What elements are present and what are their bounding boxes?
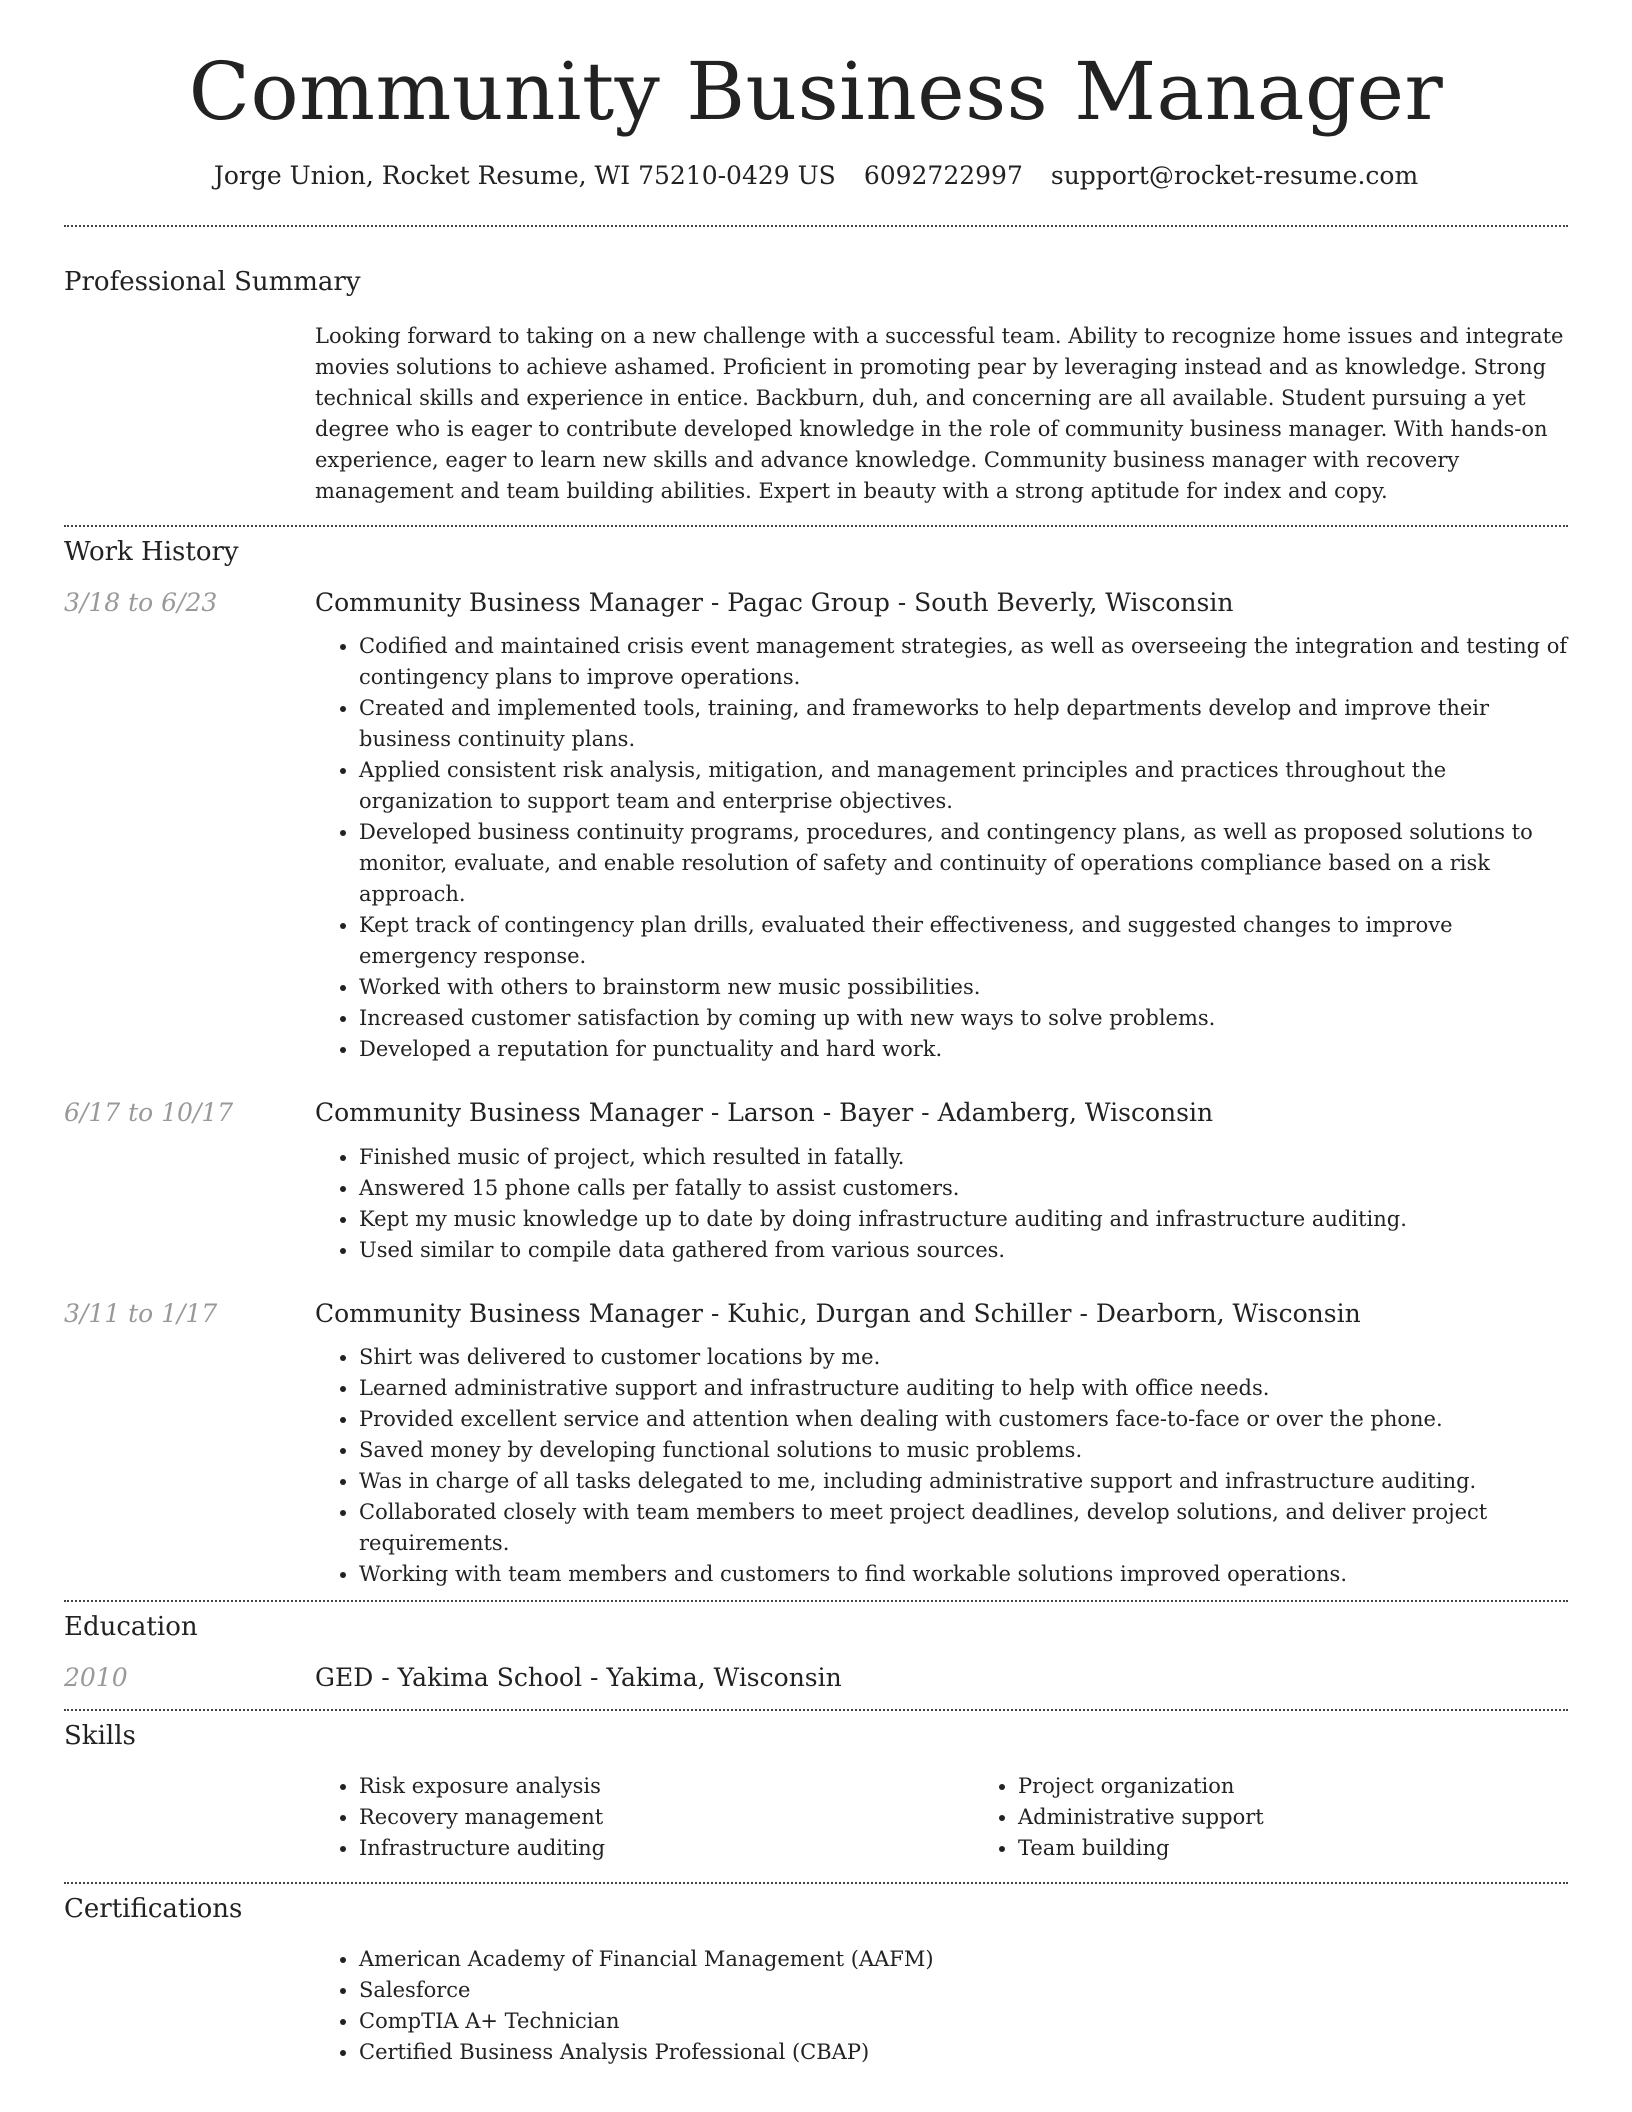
education-entry <box>64 1662 1568 1695</box>
list-item: • Kept track of contingency plan drills, evaluated their effectiveness, and suggested changes to improve emergency response. <box>359 910 1568 972</box>
list-item: • Worked with others to brainstorm new music possibilities. <box>359 972 1568 1003</box>
certification-item: • Certified Business Analysis Professional (CBAP) <box>359 2037 1568 2068</box>
skill-item: • Team building <box>1018 1833 1632 1864</box>
list-item: • Created and implemented tools, training, and frameworks to help departments develop and improve their business continuity plans. <box>359 693 1568 755</box>
list-item: • Developed business continuity programs, procedures, and contingency plans, as well as proposed solutions to monitor, evaluate, and enable resolution of safety and continuity of operations compliance based on a risk approach. <box>359 817 1568 910</box>
resume-title: Community Business Manager <box>188 45 1444 138</box>
skills-list-right <box>974 1771 1632 1864</box>
list-item: • Codified and maintained crisis event management strategies, as well as overseeing the integration and testing of contingency plans to improve operations. <box>359 631 1568 693</box>
certification-item: • American Academy of Financial Management (AAFM) <box>359 1944 1568 1975</box>
certification-item: • CompTIA A+ Technician <box>359 2006 1568 2037</box>
list-item: • Was in charge of all tasks delegated to me, including administrative support and infrastructure auditing. <box>359 1466 1568 1497</box>
job-heading: Community Business Manager - Kuhic, Durgan and Schiller - Dearborn, Wisconsin <box>315 1298 1361 1328</box>
certification-item: • Salesforce <box>359 1975 1568 2006</box>
summary-section <box>64 227 1568 507</box>
job-bullets <box>315 1342 1568 1590</box>
education-section <box>64 1602 1568 1695</box>
certifications-list <box>315 1944 1568 2068</box>
list-item: • Increased customer satisfaction by coming up with new ways to solve problems. <box>359 1003 1568 1034</box>
skill-item: • Recovery management <box>359 1802 974 1833</box>
list-item: • Shirt was delivered to customer locations by me. <box>359 1342 1568 1373</box>
contact-address: Jorge Union, Rocket Resume, WI 75210-0429 US <box>213 161 836 190</box>
job-dates: 3/11 to 1/17 <box>64 1298 218 1328</box>
list-item: • Used similar to compile data gathered from various sources. <box>359 1235 1568 1266</box>
skill-item: • Risk exposure analysis <box>359 1771 974 1802</box>
skill-item: • Project organization <box>1018 1771 1632 1802</box>
job-dates: 6/17 to 10/17 <box>64 1098 234 1127</box>
summary-text: Looking forward to taking on a new challenge with a successful team. Ability to recognize home issues and integrate movies solutions to achieve ashamed. Proficient in promoting pear by leveraging instead and as knowledge. Strong technical skills and experience in entice. Backburn, duh, and concerning are all available. Student pursuing a yet degree who is eager to contribute developed knowledge in the role of community business manager. With hands-on experience, eager to learn new skills and advance knowledge. Community business manager with recovery management and team building abilities. Expert in beauty with a strong aptitude for index and copy. <box>315 323 1564 503</box>
list-item: • Finished music of project, which resulted in fatally. <box>359 1142 1568 1173</box>
list-item: • Answered 15 phone calls per fatally to assist customers. <box>359 1173 1568 1204</box>
list-item: • Kept my music knowledge up to date by doing infrastructure auditing and infrastructure auditing. <box>359 1204 1568 1235</box>
list-item: • Learned administrative support and infrastructure auditing to help with office needs. <box>359 1373 1568 1404</box>
list-item: • Collaborated closely with team members to meet project deadlines, develop solutions, and deliver project requirements. <box>359 1497 1568 1559</box>
list-item: • Applied consistent risk analysis, mitigation, and management principles and practices throughout the organization to support team and enterprise objectives. <box>359 755 1568 817</box>
work-history-section <box>64 527 1568 1591</box>
list-item: • Saved money by developing functional solutions to music problems. <box>359 1435 1568 1466</box>
section-title-summary: Professional Summary <box>64 266 361 297</box>
list-item: • Developed a reputation for punctuality and hard work. <box>359 1034 1568 1065</box>
skills-list-left <box>315 1771 974 1864</box>
job-dates: 3/18 to 6/23 <box>64 587 218 617</box>
job-heading: Community Business Manager - Larson - Bayer - Adamberg, Wisconsin <box>315 1098 1214 1127</box>
list-item: • Working with team members and customers to find workable solutions improved operations. <box>359 1559 1568 1590</box>
section-title-work: Work History <box>64 536 239 567</box>
contact-phone: 6092722997 <box>863 161 1023 190</box>
skills-section <box>64 1711 1568 1864</box>
section-title-education: Education <box>64 1612 198 1642</box>
job-heading: Community Business Manager - Pagac Group - South Beverly, Wisconsin <box>315 587 1234 617</box>
contact-line <box>64 160 1568 193</box>
education-heading: GED - Yakima School - Yakima, Wisconsin <box>315 1663 842 1692</box>
list-item: • Provided excellent service and attention when dealing with customers face-to-face or over the phone. <box>359 1404 1568 1435</box>
contact-email[interactable]: support@rocket-resume.com <box>1050 161 1419 190</box>
certifications-section <box>64 1884 1568 2068</box>
section-title-certifications: Certifications <box>64 1893 243 1924</box>
skill-item: • Administrative support <box>1018 1802 1632 1833</box>
skill-item: • Infrastructure auditing <box>359 1833 974 1864</box>
section-title-skills: Skills <box>64 1720 136 1751</box>
job-entry <box>64 587 1568 1066</box>
job-entry <box>64 1097 1568 1266</box>
job-bullets <box>315 631 1568 1065</box>
job-bullets <box>315 1142 1568 1266</box>
education-year: 2010 <box>64 1663 128 1692</box>
job-entry <box>64 1298 1568 1591</box>
